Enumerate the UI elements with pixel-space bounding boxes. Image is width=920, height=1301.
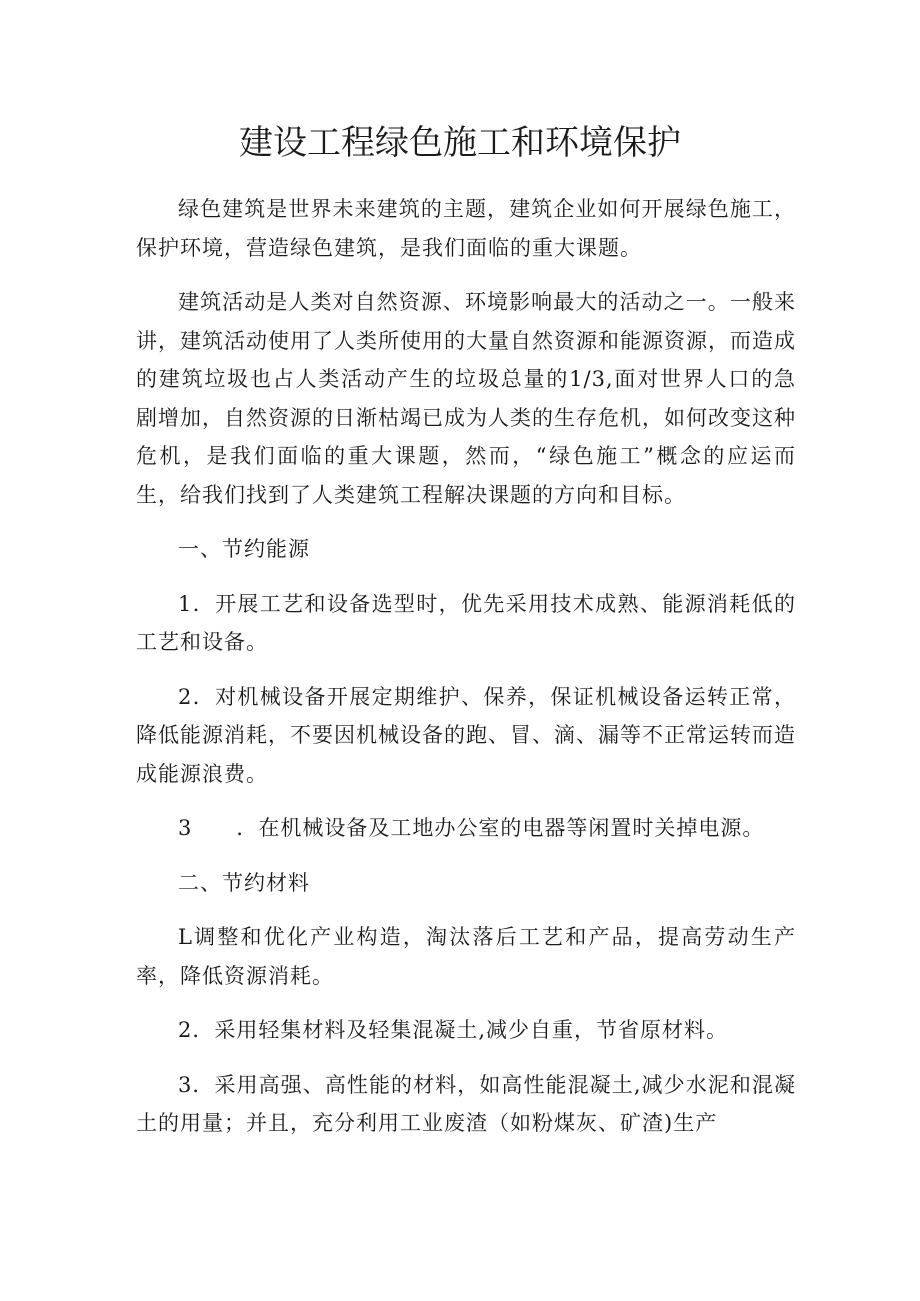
- list-item: 3．采用高强、高性能的材料，如高性能混凝土,减少水泥和混凝土的用量；并且，充分利用工业废渣（如粉煤灰、矿渣)生产: [136, 1072, 796, 1135]
- paragraph-intro: 绿色建筑是世界未来建筑的主题，建筑企业如何开展绿色施工，保护环境，营造绿色建筑，是我们面临的重大课题。: [136, 197, 796, 260]
- list-item: 1．开展工艺和设备选型时，优先采用技术成熟、能源消耗低的工艺和设备。: [136, 591, 796, 654]
- list-item: L调整和优化产业构造，淘汰落后工艺和产品，提高劳动生产率，降低资源消耗。: [136, 925, 796, 988]
- section-heading-materials: 二、节约材料: [178, 870, 310, 895]
- list-item: 3 ．在机械设备及工地办公室的电器等闲置时关掉电源。: [178, 816, 765, 840]
- list-item: 2．采用轻集材料及轻集混凝土,减少自重，节省原材料。: [178, 1018, 729, 1042]
- document-title: 建设工程绿色施工和环境保护: [239, 123, 681, 163]
- document-body: [136, 190, 796, 1159]
- paragraph-background: 建筑活动是人类对自然资源、环境影响最大的活动之一。一般来讲，建筑活动使用了人类所使用的大量自然资源和能源资源，而造成的建筑垃圾也占人类活动产生的垃圾总量的1/3,面对世界人口的急剧增加，自然资源的日渐枯竭已成为人类的生存危机，如何改变这种危机，是我们面临的重大课题，然而，“绿色施工”概念的应运而生，给我们找到了人类建筑工程解决课题的方向和目标。: [136, 290, 796, 507]
- list-item: 2．对机械设备开展定期维护、保养，保证机械设备运转正常，降低能源消耗，不要因机械设备的跑、冒、滴、漏等不正常运转而造成能源浪费。: [136, 684, 796, 786]
- section-heading-energy: 一、节约能源: [178, 537, 310, 561]
